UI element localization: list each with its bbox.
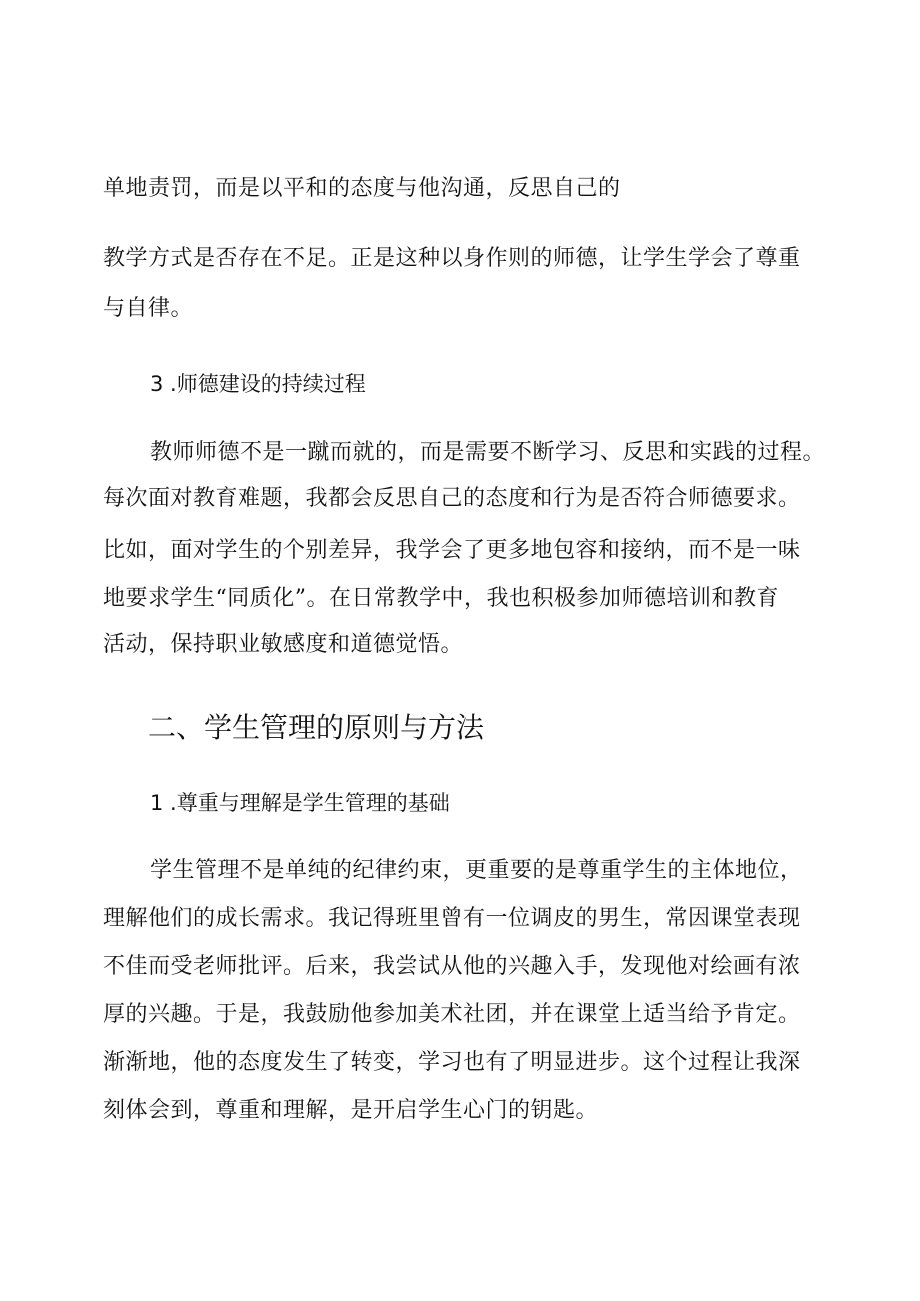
- paragraph-line: 渐渐地，他的态度发生了转变，学习也有了明显进步。这个过程让我深: [103, 1050, 801, 1075]
- paragraph-line: 学生管理不是单纯的纪律约束，更重要的是尊重学生的主体地位，: [150, 858, 803, 883]
- section-title: 二、学生管理的原则与方法: [148, 711, 485, 744]
- paragraph-line: 活动，保持职业敏感度和道德觉悟。: [103, 632, 464, 657]
- paragraph-line: 厚的兴趣。于是，我鼓励他参加美术社团，并在课堂上适当给予肯定。: [103, 1002, 801, 1027]
- paragraph-line: 单地责罚，而是以平和的态度与他沟通，反思自己的: [103, 176, 621, 201]
- paragraph-line: 地要求学生“同质化”。在日常教学中，我也积极参加师德培训和教育: [103, 586, 779, 611]
- paragraph-line: 不佳而受老师批评。后来，我尝试从他的兴趣入手，发现他对绘画有浓: [103, 954, 801, 979]
- paragraph-line: 比如，面对学生的个别差异，我学会了更多地包容和接纳，而不是一味: [103, 538, 801, 563]
- paragraph-line: 教师师德不是一蹴而就的，而是需要不断学习、反思和实践的过程。: [150, 440, 826, 465]
- paragraph-line: 与自律。: [103, 296, 194, 321]
- paragraph-line: 理解他们的成长需求。我记得班里曾有一位调皮的男生，常因课堂表现: [103, 906, 801, 931]
- subsection-heading: 3 .师德建设的持续过程: [150, 372, 366, 396]
- subsection-heading: 1 .尊重与理解是学生管理的基础: [150, 791, 450, 815]
- paragraph-line: 每次面对教育难题，我都会反思自己的态度和行为是否符合师德要求。: [103, 486, 801, 511]
- paragraph-line: 教学方式是否存在不足。正是这种以身作则的师德，让学生学会了尊重: [103, 246, 801, 271]
- paragraph-line: 刻体会到，尊重和理解，是开启学生心门的钥匙。: [103, 1098, 599, 1123]
